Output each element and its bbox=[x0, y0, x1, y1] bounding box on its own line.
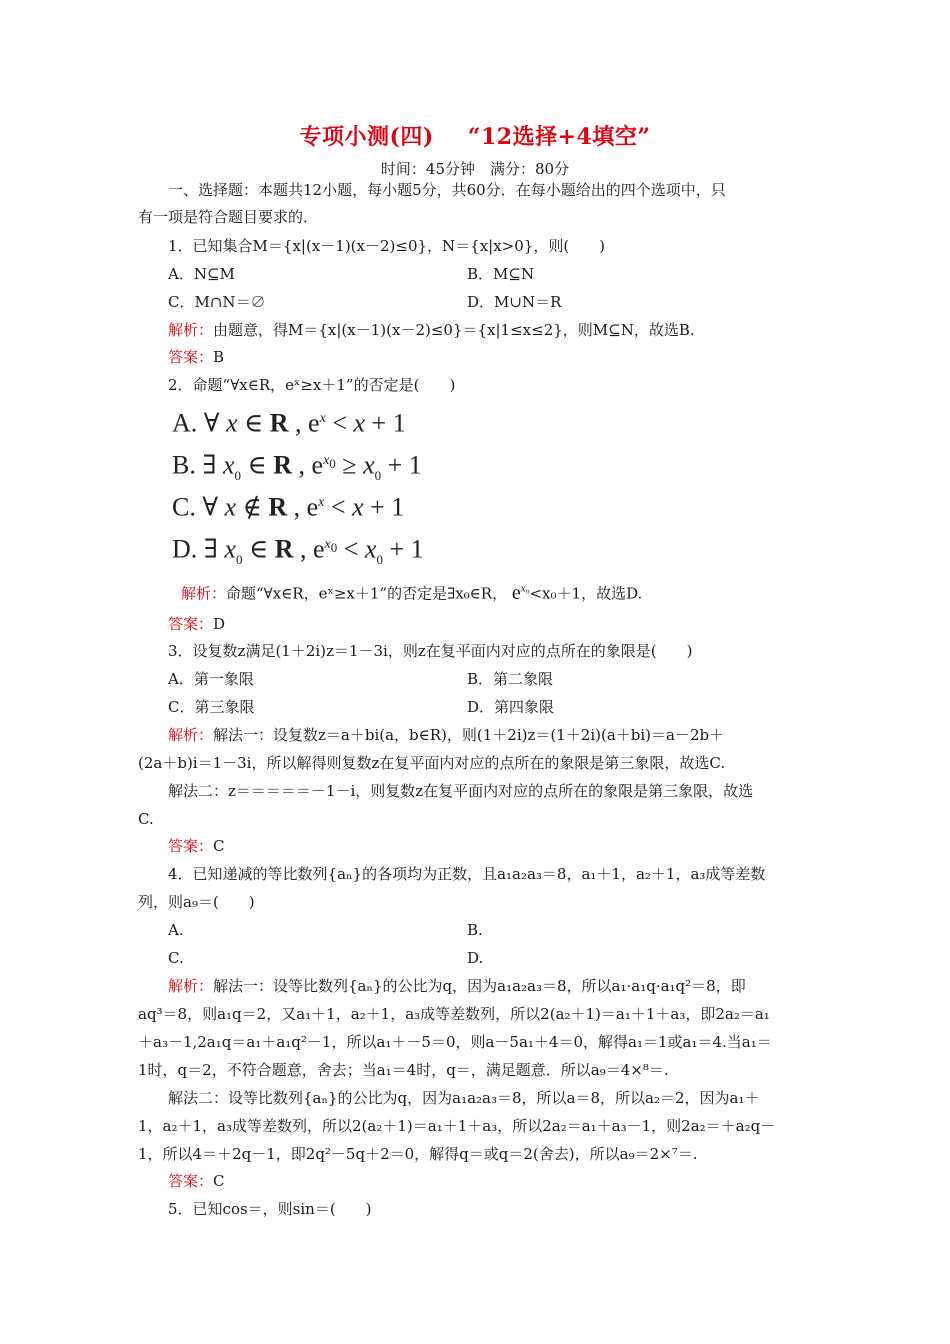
question-4-analysis-line-6: 1，a₂＋1，a₃成等差数列，所以2(a₂＋1)＝a₁＋1＋a₃，所以2a₂＝a₁＋a₃－1，则2a₂＝＋a₂q－ bbox=[138, 1117, 776, 1135]
question-3-option-a: A．第一象限 bbox=[168, 670, 254, 688]
question-4-stem-line-1: 4．已知递减的等比数列{aₙ}的各项均为正数，且a₁a₂a₃＝8，a₁＋1，a₂＋1，a₃成等差数 bbox=[168, 865, 766, 883]
question-2-option-a: A. ∀ x ∈ R , $e^x < x + 1$ bbox=[172, 408, 406, 438]
question-2-stem: 2．命题“∀x∈R，eˣ≥x＋1”的否定是( ) bbox=[168, 376, 456, 394]
question-3-analysis-line-3: 解法二：z＝＝＝＝＝－1－i，则复数z在复平面内对应的点所在的象限是第三象限，故选 bbox=[168, 782, 754, 800]
question-2-option-c: C. ∀ x ∉ R , $e^x < x + 1$ bbox=[172, 492, 405, 522]
question-4-answer: 答案：C bbox=[168, 1172, 225, 1190]
question-4-analysis-line-5: 解法二：设等比数列{aₙ}的公比为q，因为a₁a₂a₃＝8，所以a＝8，所以a₂＝2，因为a₁＋ bbox=[168, 1089, 760, 1107]
analysis-label: 解析： bbox=[168, 726, 214, 744]
question-4-analysis-line-4: 1时，q＝2，不符合题意，舍去；当a₁＝4时，q＝，满足题意．所以a₉＝4×⁸＝. bbox=[138, 1061, 669, 1079]
question-3-option-b: B．第二象限 bbox=[467, 670, 554, 688]
answer-label: 答案： bbox=[168, 348, 214, 366]
analysis-label: 解析： bbox=[168, 321, 214, 339]
question-1-option-b: B．M⊆N bbox=[467, 265, 535, 283]
question-4-analysis-line-7: 1，所以4＝＋2q－1，即2q²－5q＋2＝0，解得q＝或q＝2(舍去)，所以a₉＝2×⁷＝. bbox=[138, 1145, 698, 1163]
question-2-answer: 答案：D bbox=[168, 615, 226, 633]
question-1-analysis: 解析：由题意，得M＝{x|(x－1)(x－2)≤0}＝{x|1≤x≤2}，则M⊆N，故选B. bbox=[168, 321, 695, 339]
question-1-answer: 答案：B bbox=[168, 348, 225, 366]
section-intro-line-1: 一、选择题：本题共12小题，每小题5分，共60分．在每小题给出的四个选项中，只 bbox=[168, 181, 726, 199]
question-4-stem-line-2: 列，则a₉＝( ) bbox=[138, 893, 255, 911]
question-2-analysis: 解析：命题“∀x∈R，eˣ≥x＋1”的否定是∃x₀∈R， $e^{x_0}<x_0+1$，故选D. bbox=[181, 581, 643, 604]
question-2-option-d: D. ∃ $x_0$ ∈ R , $e^{x_0} < x_0 + 1$ bbox=[172, 534, 424, 567]
question-4-option-a: A. bbox=[168, 921, 184, 939]
question-3-answer: 答案：C bbox=[168, 837, 225, 855]
answer-label: 答案： bbox=[168, 615, 214, 633]
exam-info: 时间：45分钟 满分：80分 bbox=[380, 160, 570, 178]
question-3-analysis-line-2: (2a＋b)i＝1－3i，所以解得则复数z在复平面内对应的点所在的象限是第三象限，故选C. bbox=[138, 754, 726, 772]
question-3-analysis-line-1: 解析：解法一：设复数z＝a＋bi(a，b∈R)，则(1＋2i)z＝(1＋2i)(a＋bi)＝a－2b＋ bbox=[168, 726, 725, 744]
question-5-stem: 5．已知cos＝，则sin＝( ) bbox=[168, 1200, 372, 1218]
question-4-option-c: C. bbox=[168, 949, 184, 967]
question-1-option-c: C．M∩N＝∅ bbox=[168, 293, 266, 311]
question-4-option-d: D. bbox=[467, 949, 484, 967]
exponent-expression: $e^{x_0}$ bbox=[511, 581, 530, 604]
answer-label: 答案： bbox=[168, 1172, 214, 1190]
title-part-2: “12选择+4填空” bbox=[467, 124, 651, 150]
question-4-analysis-line-2: aq³＝8，则a₁q＝2，又a₁＋1，a₂＋1，a₃成等差数列，所以2(a₂＋1)＝a₁＋1＋a₃，即2a₂＝a₁ bbox=[138, 1005, 770, 1023]
analysis-label: 解析： bbox=[168, 977, 214, 995]
answer-label: 答案： bbox=[168, 837, 214, 855]
question-1-option-a: A．N⊆M bbox=[168, 265, 235, 283]
question-3-stem: 3．设复数z满足(1＋2i)z＝1－3i，则z在复平面内对应的点所在的象限是( ) bbox=[168, 642, 693, 660]
question-3-option-d: D．第四象限 bbox=[467, 698, 555, 716]
question-4-analysis-line-3: ＋a₃－1,2a₁q＝a₁＋a₁q²－1，所以a₁＋－5＝0，则a－5a₁＋4＝0，解得a₁＝1或a₁＝4.当a₁＝ bbox=[138, 1033, 772, 1051]
question-4-option-b: B. bbox=[467, 921, 483, 939]
question-1-stem: 1．已知集合M＝{x|(x－1)(x－2)≤0}，N＝{x|x>0}，则( ) bbox=[168, 237, 606, 255]
question-3-option-c: C．第三象限 bbox=[168, 698, 255, 716]
analysis-label: 解析： bbox=[181, 584, 227, 603]
question-1-option-d: D．M∪N＝R bbox=[467, 293, 562, 311]
question-2-option-b: B. ∃ $x_0$ ∈ R , $e^{x_0} \ge x_0 + 1$ bbox=[172, 450, 422, 483]
section-intro-line-2: 有一项是符合题目要求的． bbox=[138, 208, 319, 226]
question-4-analysis-line-1: 解析：解法一：设等比数列{aₙ}的公比为q，因为a₁a₂a₃＝8，所以a₁·a₁q·a₁q²＝8，即 bbox=[168, 977, 746, 995]
title-part-1: 专项小测(四) bbox=[299, 124, 434, 150]
question-3-analysis-line-4: C. bbox=[138, 810, 154, 828]
page-title bbox=[0, 120, 950, 151]
